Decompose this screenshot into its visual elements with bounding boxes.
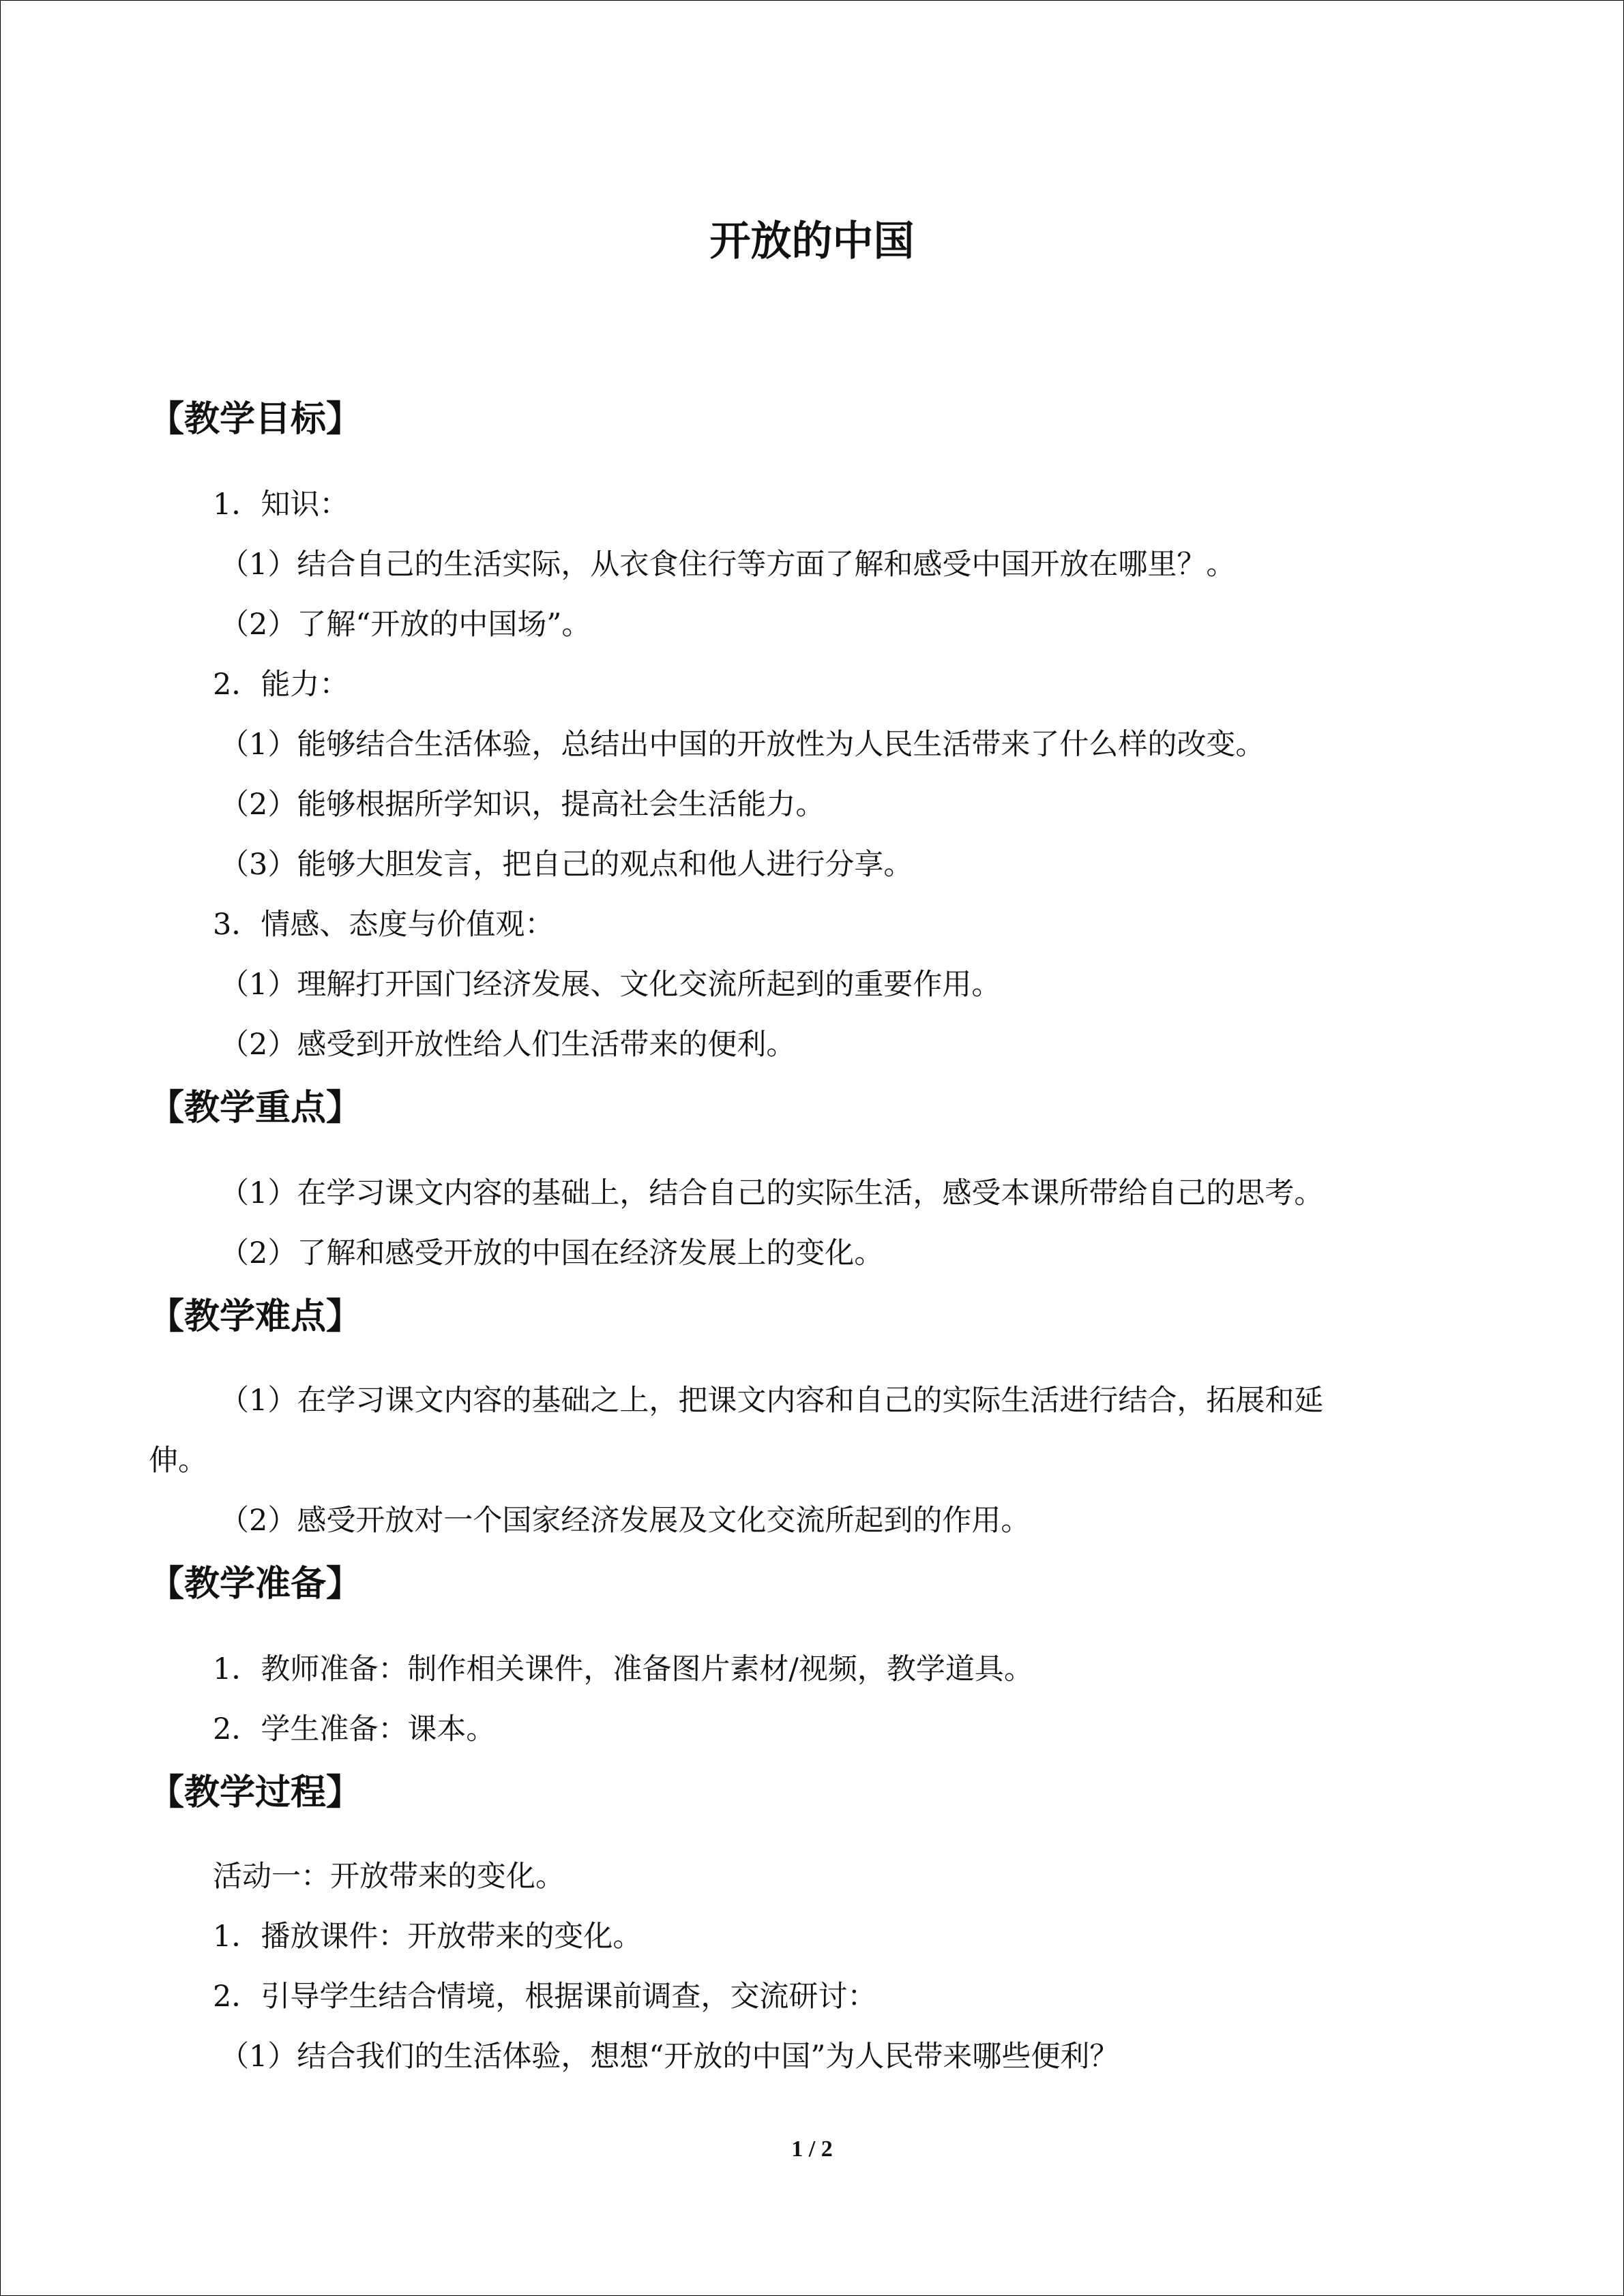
difficulty-item-1-continued: 伸。 <box>149 1444 207 1478</box>
process-activity-1: 活动一：开放带来的变化。 <box>213 1860 565 1894</box>
section-heading-key-points: 【教学重点】 <box>149 1088 362 1129</box>
key-point-item-2: （2）了解和感受开放的中国在经济发展上的变化。 <box>220 1236 884 1270</box>
preparation-student: 2．学生准备：课本。 <box>213 1712 496 1746</box>
goal-attitude-item-1: （1）理解打开国门经济发展、文化交流所起到的重要作用。 <box>220 968 1001 1002</box>
goal-knowledge-item-2: （2）了解“开放的中国场”。 <box>220 608 591 642</box>
goal-knowledge-item-1: （1）结合自己的生活实际，从衣食住行等方面了解和感受中国开放在哪里？。 <box>220 548 1236 582</box>
process-question-1: （1）结合我们的生活体验，想想“开放的中国”为人民带来哪些便利？ <box>220 2040 1119 2074</box>
process-step-1: 1．播放课件：开放带来的变化。 <box>213 1920 643 1954</box>
section-heading-process: 【教学过程】 <box>149 1772 362 1813</box>
preparation-teacher: 1．教师准备：制作相关课件，准备图片素材/视频，教学道具。 <box>213 1652 1033 1686</box>
goal-knowledge-label: 1．知识： <box>213 488 349 522</box>
process-step-2: 2．引导学生结合情境，根据课前调查，交流研讨： <box>213 1980 877 2014</box>
difficulty-item-2: （2）感受开放对一个国家经济发展及文化交流所起到的作用。 <box>220 1504 1031 1538</box>
section-heading-preparation: 【教学准备】 <box>149 1564 362 1605</box>
document-title: 开放的中国 <box>709 218 915 265</box>
goal-ability-item-1: （1）能够结合生活体验，总结出中国的开放性为人民生活带来了什么样的改变。 <box>220 728 1265 762</box>
section-heading-difficulties: 【教学难点】 <box>149 1296 362 1337</box>
goal-ability-item-2: （2）能够根据所学知识，提高社会生活能力。 <box>220 788 825 822</box>
section-heading-teaching-goals: 【教学目标】 <box>149 399 362 440</box>
key-point-item-1: （1）在学习课文内容的基础上，结合自己的实际生活，感受本课所带给自己的思考。 <box>220 1176 1324 1210</box>
goal-ability-item-3: （3）能够大胆发言，把自己的观点和他人进行分享。 <box>220 848 913 882</box>
goal-attitude-item-2: （2）感受到开放性给人们生活带来的便利。 <box>220 1028 796 1062</box>
goal-attitude-label: 3．情感、态度与价值观： <box>213 908 555 942</box>
page-number: 1 / 2 <box>791 2136 833 2162</box>
goal-ability-label: 2．能力： <box>213 668 349 702</box>
difficulty-item-1: （1）在学习课文内容的基础之上，把课文内容和自己的实际生活进行结合，拓展和延 <box>220 1384 1324 1418</box>
